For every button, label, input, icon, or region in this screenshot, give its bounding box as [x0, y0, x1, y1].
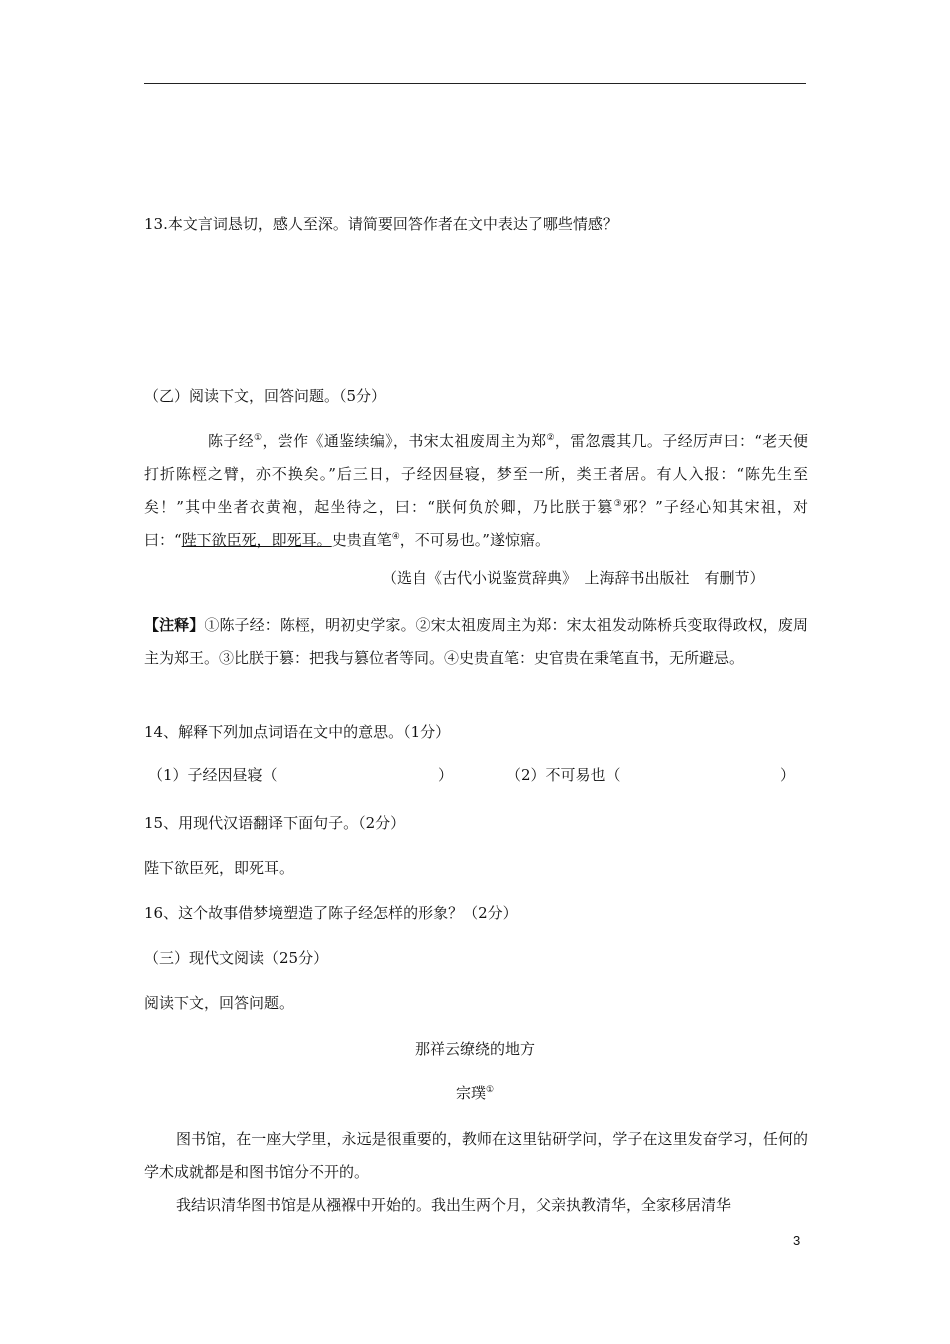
footnote-marker: ③: [613, 499, 623, 509]
footnote-marker: ④: [391, 532, 400, 542]
q14-item-2: （2）不可易也（: [506, 766, 621, 784]
article-author: 宗璞①: [455, 1084, 495, 1102]
footnote-marker: ①: [254, 433, 263, 443]
header-rule: [144, 83, 806, 84]
classical-passage: 陈子经①，尝作《通鉴续编》，书宋太祖废周主为郑②，雷忽震其几。子经厉声曰：“老天便打折陈桱之臂，亦不换矣。”后三日，子经因昼寝，梦至一所，类王者居。有人入报：“陈先生至矣！”其中坐者衣黄袍，起坐待之，曰：“朕何负於卿，乃比朕于篡③邪？”子经心知其宋祖，对曰：“陛下欲臣死，即死耳。史贵直笔④，不可易也。”遂惊寤。: [144, 432, 808, 549]
annotation-text: ①陈子经：陈桱，明初史学家。②宋太祖废周主为郑：宋太祖发动陈桥兵变取得政权，废周主为郑王。③比朕于篡：把我与篡位者等同。④史贵直笔：史官贵在秉笔直书，无所避忌。: [144, 616, 808, 667]
question-13: 13.本文言词恳切，感人至深。请简要回答作者在文中表达了哪些情感？: [144, 215, 618, 233]
q14-item-2-close: ）: [780, 766, 796, 784]
article-paragraph-2: 我结识清华图书馆是从襁褓中开始的。我出生两个月，父亲执教清华，全家移居清华: [176, 1196, 732, 1214]
section-yi-heading: （乙）阅读下文，回答问题。（5分）: [144, 387, 387, 405]
footnote-marker: ①: [485, 1085, 495, 1095]
question-15: 15、用现代汉语翻译下面句子。（2分）: [144, 814, 406, 832]
question-16: 16、这个故事借梦境塑造了陈子经怎样的形象？（2分）: [144, 904, 518, 922]
annotations: [144, 609, 808, 675]
q14-item-1: （1）子经因昼寝（: [148, 766, 278, 784]
q15-sentence: 陛下欲臣死，即死耳。: [144, 859, 295, 877]
question-14: 14、解释下列加点词语在文中的意思。（1分）: [144, 723, 451, 741]
q14-item-1-close: ）: [438, 766, 454, 784]
page-number: 3: [793, 1233, 801, 1248]
section-san-heading: （三）现代文阅读（25分）: [144, 949, 329, 967]
annotation-label: 【注释】: [144, 616, 205, 634]
article-paragraph-1: 图书馆，在一座大学里，永远是很重要的，教师在这里钻研学问，学子在这里发奋学习，任何的学术成就都是和图书馆分不开的。: [144, 1130, 808, 1181]
source-citation: （选自《古代小说鉴赏辞典》 上海辞书出版社 有删节）: [382, 569, 765, 587]
article-title: 那祥云缭绕的地方: [414, 1040, 535, 1058]
underlined-sentence: 陛下欲臣死，即死耳。: [181, 531, 332, 549]
reading-instruction: 阅读下文，回答问题。: [144, 994, 295, 1012]
footnote-marker: ②: [546, 433, 555, 443]
